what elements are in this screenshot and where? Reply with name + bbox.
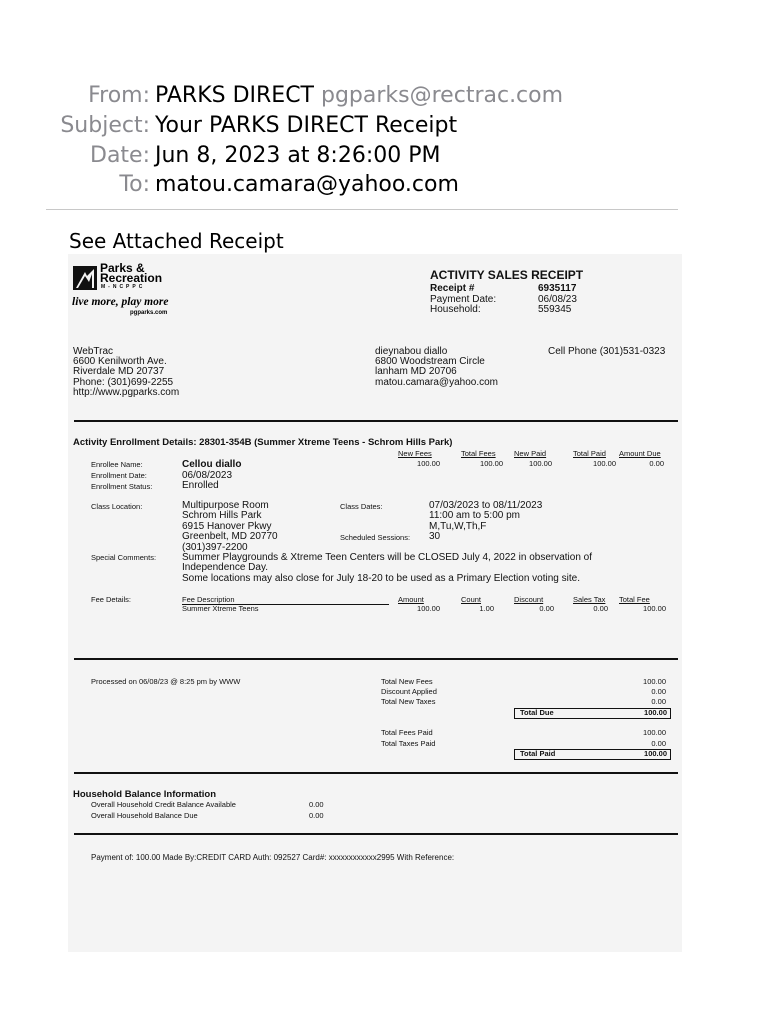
credit-balance-value: 0.00 [309,800,324,809]
col-header: New Fees [398,449,432,458]
col-value: 100.00 [529,459,552,468]
balance-due-label: Overall Household Balance Due [91,811,198,820]
enrollee-value: Cellou diallo [182,459,242,470]
section-divider [74,658,678,660]
total-due-box [514,708,671,719]
logo-tagline: live more, play more [72,296,169,308]
location-line: 6915 Hanover Pkwy [182,521,272,532]
col-value: 0.00 [649,459,664,468]
org-website[interactable]: http://www.pgparks.com [73,387,180,398]
cell-phone: Cell Phone (301)531-0323 [548,346,666,357]
processed-text: Processed on 06/08/23 @ 8:25 pm by WWW [91,677,241,686]
total-due-label: Total Due [520,708,554,717]
fee-header: Amount [398,595,424,604]
col-header: Total Paid [573,449,606,458]
customer-line: 6800 Woodstream Circle [375,356,485,367]
location-line: (301)397-2200 [182,542,248,553]
class-dates-line: 11:00 am to 5:00 pm [429,510,520,521]
col-value: 100.00 [480,459,503,468]
location-label: Class Location: [91,502,143,511]
enroll-date-label: Enrollment Date: [91,471,147,480]
from-address[interactable]: pgparks@rectrac.com [321,83,564,108]
header-divider [46,209,678,210]
taxes-paid-label: Total Taxes Paid [381,739,436,748]
section-divider [74,772,678,774]
class-dates-label: Class Dates: [340,502,383,511]
fee-header: Fee Description [182,595,235,604]
subject-text: Your PARKS DIRECT Receipt [155,113,458,138]
from-name: PARKS DIRECT [155,83,314,108]
comments-line: Summer Playgrounds & Xtreme Teen Centers will be CLOSED July 4, 2022 in observation of [182,552,593,563]
discount-label: Discount Applied [381,687,437,696]
to-label: To: [119,172,150,197]
fee-cell: 0.00 [539,604,554,613]
fee-header: Count [461,595,482,604]
section-divider [74,420,678,422]
col-header: Amount Due [619,449,661,458]
fee-cell: 1.00 [479,604,494,613]
payment-line: Payment of: 100.00 Made By:CREDIT CARD Auth: 092527 Card#: xxxxxxxxxxxx2995 With Reference: [91,853,455,862]
total-paid-value: 100.00 [644,749,667,758]
logo-line-3: M-NCPPC [101,284,146,290]
subject-label: Subject: [60,113,150,138]
section-divider [74,833,678,835]
household-balance-heading: Household Balance Information [73,789,217,800]
customer-line: dieynabou diallo [375,346,448,357]
col-value: 100.00 [593,459,616,468]
fee-details-label: Fee Details: [91,595,132,604]
receipt-number-label: Receipt # [430,283,475,294]
total-new-fees-label: Total New Fees [381,677,433,686]
to-address[interactable]: matou.camara@yahoo.com [155,172,459,197]
fee-header: Sales Tax [573,595,606,604]
household-value: 559345 [538,304,572,315]
col-header: New Paid [514,449,547,458]
customer-email[interactable]: matou.camara@yahoo.com [375,377,498,388]
date-text: Jun 8, 2023 at 8:26:00 PM [155,143,441,168]
class-dates-line: 07/03/2023 to 08/11/2023 [429,500,543,511]
col-value: 100.00 [417,459,440,468]
location-line: Schrom Hills Park [182,510,262,521]
taxes-paid-value: 0.00 [651,739,666,748]
total-paid-label: Total Paid [520,749,556,758]
class-dates-line: M,Tu,W,Th,F [429,521,487,532]
total-new-fees-value: 100.00 [643,677,666,686]
org-line: 6600 Kenilworth Ave. [73,356,167,367]
location-line: Multipurpose Room [182,500,269,511]
from-label: From: [88,83,150,108]
fees-paid-label: Total Fees Paid [381,728,433,737]
location-line: Greenbelt, MD 20770 [182,531,278,542]
discount-value: 0.00 [651,687,666,696]
org-line: Riverdale MD 20737 [73,366,165,377]
logo-line-1: Parks & [100,261,145,275]
fee-cell: Summer Xtreme Teens [182,604,259,613]
customer-line: lanham MD 20706 [375,366,457,377]
status-value: Enrolled [182,480,219,491]
enrollee-label: Enrollee Name: [91,460,143,469]
org-line: Phone: (301)699-2255 [73,377,174,388]
org-line: WebTrac [73,346,114,357]
sessions-value: 30 [429,531,441,542]
fee-cell: 100.00 [417,604,440,613]
comments-line: Some locations may also close for July 18-20 to be used as a Primary Election voting site. [182,573,580,584]
fees-paid-value: 100.00 [643,728,666,737]
new-taxes-label: Total New Taxes [381,697,436,706]
email-body-text: See Attached Receipt [69,229,284,253]
payment-date-label: Payment Date: [430,294,497,305]
receipt-number-value: 6935117 [538,283,577,294]
enrollment-heading: Activity Enrollment Details: 28301-354B (Summer Xtreme Teens - Schrom Hills Park) [73,437,453,448]
household-label: Household: [430,304,481,315]
logo-line-2: Recreation [100,271,163,285]
receipt-title: ACTIVITY SALES RECEIPT [430,268,584,282]
logo-site: pgparks.com [130,310,168,316]
status-label: Enrollment Status: [91,482,153,491]
payment-date-value: 06/08/23 [538,294,577,305]
comments-line: Independence Day. [182,562,268,573]
receipt-attachment [68,254,682,952]
sessions-label: Scheduled Sessions: [340,533,411,542]
balance-due-value: 0.00 [309,811,324,820]
total-due-value: 100.00 [644,708,667,717]
comments-label: Special Comments: [91,553,157,562]
fee-header: Discount [514,595,544,604]
fee-cell: 100.00 [643,604,666,613]
date-label: Date: [90,143,150,168]
parks-logo-icon [73,266,97,290]
col-header: Total Fees [461,449,496,458]
fee-header: Total Fee [619,595,650,604]
total-paid-box [514,749,671,760]
fee-cell: 0.00 [593,604,608,613]
enroll-date-value: 06/08/2023 [182,470,233,481]
credit-balance-label: Overall Household Credit Balance Available [91,800,236,809]
new-taxes-value: 0.00 [651,697,666,706]
